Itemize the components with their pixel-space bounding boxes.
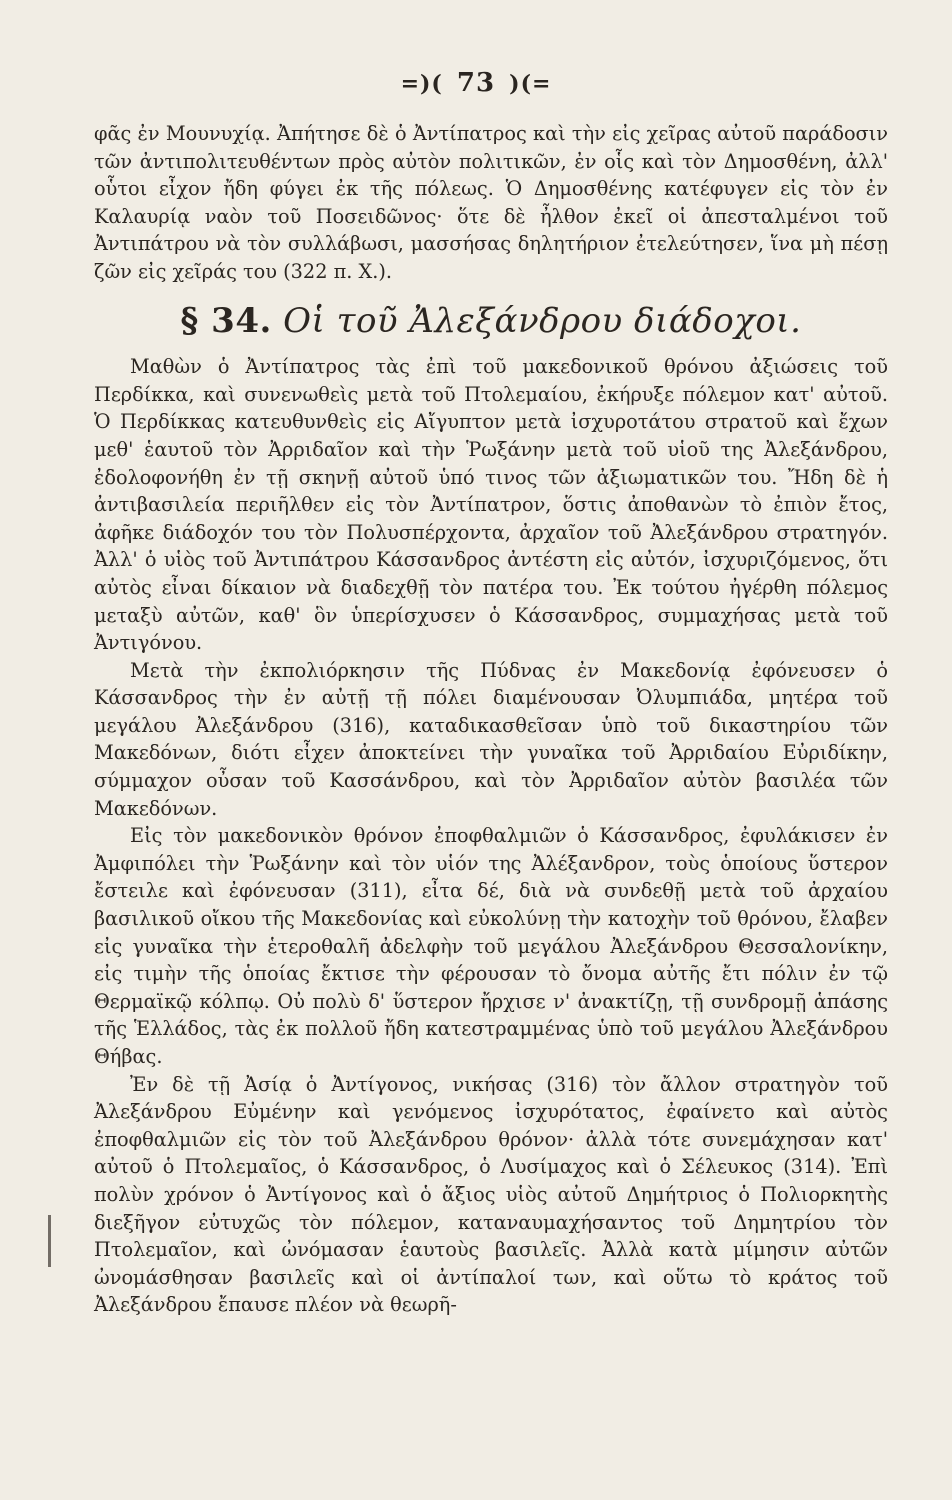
paragraph: Ἐν δὲ τῇ Ἀσίᾳ ὁ Ἀντίγονος, νικήσας (316) τὸν ἄλλον στρατηγὸν τοῦ Ἀλεξάνδρου Εὐμένην καὶ γενόμενος ἰσχυρότατος, ἐφαίνετο καὶ αὐτὸς ἐποφθαλμιῶν εἰς τὸν τοῦ Ἀλεξάνδρου θρόνον· ἀλλὰ τότε συνεμάχησαν κατ' αὐτοῦ ὁ Πτολεμαῖος, ὁ Κάσσανδρος, ὁ Λυσίμαχος καὶ ὁ Σέλευκος (314). Ἐπὶ πολὺν χρόνον ὁ Ἀντίγονος καὶ ὁ ἄξιος υἱὸς αὐτοῦ Δημήτριος ὁ Πολιορκητὴς διεξῆγον εὐτυχῶς τὸν πόλεμον, καταναυμαχήσαντος τοῦ Δημητρίου τὸν Πτολεμαῖον, καὶ ὠνόμασαν ἑαυτοὺς βασιλεῖς. Ἀλλὰ κατὰ μίμησιν αὐτῶν ὠνομάσθησαν βασιλεῖς καὶ οἱ ἀντίπαλοί των, καὶ οὕτω τὸ κράτος τοῦ Ἀλεξάνδρου ἔπαυσε πλέον νὰ θεωρῆ-	[94, 1072, 888, 1317]
right-ornament: )(=	[509, 71, 552, 97]
paragraph-continued: φᾶς ἐν Μουνυχίᾳ. Ἀπήτησε δὲ ὁ Ἀντίπατρος καὶ τὴν εἰς χεῖρας αὐτοῦ παράδοσιν τῶν ἀντιπολιτευθέντων πρὸς αὐτὸν πολιτικῶν, ἐν οἷς καὶ τὸν Δημοσθένη, ἀλλ' οὗτοι εἶχον ἤδη φύγει ἐκ τῆς πόλεως. Ὁ Δημοσθένης κατέφυγεν εἰς τὸν ἐν Καλαυρίᾳ ναὸν τοῦ Ποσειδῶνος· ὅτε δὲ ἦλθον ἐκεῖ οἱ ἀπεσταλμένοι τοῦ Ἀντιπάτρου νὰ τὸν συλλάβωσι, μασσήσας δηλητήριον ἐτελεύτησεν, ἵνα μὴ πέσῃ ζῶν εἰς χεῖράς του (322 π. Χ.).	[94, 122, 888, 283]
paragraph: Μαθὼν ὁ Ἀντίπατρος τὰς ἐπὶ τοῦ μακεδονικοῦ θρόνου ἀξιώσεις τοῦ Περδίκκα, καὶ συνενωθεὶς μετὰ τοῦ Πτολεμαίου, ἐκήρυξε πόλεμον κατ' αὐτοῦ. Ὁ Περδίκκας κατευθυνθεὶς εἰς Αἴγυπτον μετὰ ἰσχυροτάτου στρατοῦ καὶ ἔχων μεθ' ἑαυτοῦ τὸν Ἀρριδαῖον καὶ τὴν Ῥωξάνην μετὰ τοῦ υἱοῦ της Ἀλεξάνδρου, ἐδολοφονήθη ἐν τῇ σκηνῇ αὐτοῦ ὑπό τινος τῶν ἀξιωματικῶν του. Ἤδη δὲ ἡ ἀντιβασιλεία περιῆλθεν εἰς τὸν Ἀντίπατρον, ὅστις ἀποθανὼν τὸ ἐπιὸν ἔτος, ἀφῆκε διάδοχόν του τὸν Πολυσπέρχοντα, ἀρχαῖον τοῦ Ἀλεξάνδρου στρατηγόν. Ἀλλ' ὁ υἱὸς τοῦ Ἀντιπάτρου Κάσσανδρος ἀντέστη εἰς αὐτόν, ἰσχυριζόμενος, ὅτι αὐτὸς εἶναι δίκαιον νὰ διαδεχθῇ τὸν πατέρα του. Ἐκ τούτου ἠγέρθη πόλεμος μεταξὺ αὐτῶν, καθ' ὃν ὑπερίσχυσεν ὁ Κάσσανδρος, συμμαχήσας μετὰ τοῦ Ἀντιγόνου.	[94, 355, 888, 655]
section-number: § 34.	[180, 300, 272, 341]
margin-ink-mark	[48, 1215, 51, 1267]
paragraph: Μετὰ τὴν ἐκπολιόρκησιν τῆς Πύδνας ἐν Μακεδονίᾳ ἐφόνευσεν ὁ Κάσσανδρος τὴν ἐν αὐτῇ τῇ πόλει διαμένουσαν Ὀλυμπιάδα, μητέρα τοῦ μεγάλου Ἀλεξάνδρου (316), καταδικασθεῖσαν ὑπὸ τοῦ δικαστηρίου τῶν Μακεδόνων, διότι εἶχεν ἀποκτείνει τὴν γυναῖκα τοῦ Ἀρριδαίου Εὐριδίκην, σύμμαχον οὖσαν τοῦ Κασσάνδρου, καὶ τὸν Ἀρριδαῖον αὐτὸν βασιλέα τῶν Μακεδόνων.	[94, 658, 888, 820]
page-header	[0, 68, 952, 98]
section-heading	[94, 300, 888, 341]
page-number: 73	[456, 68, 496, 98]
body-text	[94, 120, 888, 1319]
section-title: Οἱ τοῦ Ἀλεξάνδρου διάδοχοι.	[283, 300, 802, 341]
left-ornament: =)(	[400, 71, 443, 97]
paragraph: Εἰς τὸν μακεδονικὸν θρόνον ἐποφθαλμιῶν ὁ Κάσσανδρος, ἐφυλάκισεν ἐν Ἀμφιπόλει τὴν Ῥωξάνην καὶ τὸν υἱόν της Ἀλέξανδρον, τοὺς ὁποίους ὕστερον ἔστειλε καὶ ἐφόνευσαν (311), εἶτα δέ, διὰ νὰ συνδεθῇ μετὰ τοῦ ἀρχαίου βασιλικοῦ οἴκου τῆς Μακεδονίας καὶ εὐκολύνῃ τὴν κατοχὴν τοῦ θρόνου, ἔλαβεν εἰς γυναῖκα τὴν ἑτεροθαλῆ ἀδελφὴν τοῦ μεγάλου Ἀλεξάνδρου Θεσσαλονίκην, εἰς τιμὴν τῆς ὁποίας ἔκτισε τὴν φέρουσαν τὸ ὄνομα αὐτῆς ἔτι πόλιν ἐν τῷ Θερμαϊκῷ κόλπῳ. Οὐ πολὺ δ' ὕστερον ἤρχισε ν' ἀνακτίζῃ, τῇ συνδρομῇ ἁπάσης τῆς Ἑλλάδος, τὰς ἐκ πολλοῦ ἤδη κατεστραμμένας ὑπὸ τοῦ μεγάλου Ἀλεξάνδρου Θήβας.	[94, 824, 888, 1068]
